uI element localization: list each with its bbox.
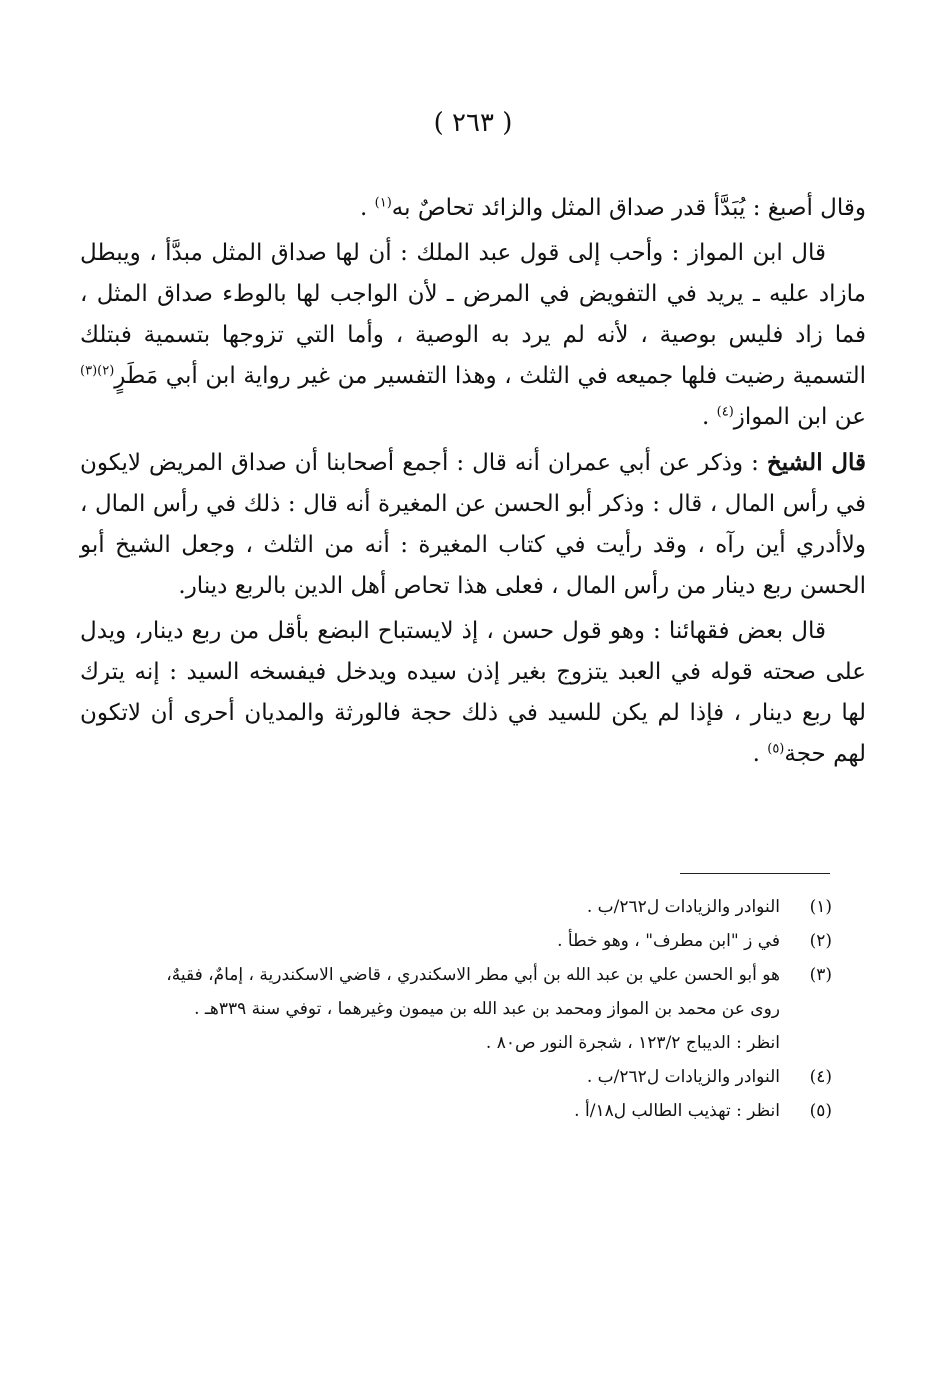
footnote-line: النوادر والزيادات ل٢٦٢/ب . [586,1067,780,1087]
footnote-number: (١) [809,897,832,917]
footnote-ref: (٥) [767,741,785,757]
paragraph-text: : وذكر عن أبي عمران أنه قال : أجمع أصحابنا أن صداق المريض لايكون في رأس المال ، قال : وذكر أبو الحسن عن المغيرة أنه قال : ذلك في رأس المال ، ولاأدري أين رآه ، وقد رأيت في كتاب المغيرة : أنه من الثلث ، وجعل الشيخ أبو الحسن ربع دينار من رأس المال ، فعلى هذا تحاص أهل الدين بالربع دينار. [80,450,866,599]
paragraph-ibn-al-mawwaz [80,233,866,438]
footnote-ref: (٣) [80,363,98,379]
paragraph-text: وقال أصبغ : يُبَدَّأ قدر صداق المثل والزائد تحاصٌ به [391,195,866,221]
footnote-number: (٢) [809,931,832,951]
page-number: ( ٢٦٣ ) [433,108,513,138]
main-text [80,188,866,779]
paragraph-shaykh [80,442,866,607]
footnote-number: (٣) [809,965,832,985]
paragraph-tail: . [360,195,375,221]
footnote-5 [100,1094,832,1128]
footnote-1 [100,890,832,924]
footnote-line: انظر : الديباج ١٢٣/٢ ، شجرة النور ص٨٠ . [485,1033,780,1053]
footnote-2 [100,924,832,958]
footnote-3 [100,958,832,1060]
footnote-line: انظر : تهذيب الطالب ل١٨/أ . [574,1101,780,1121]
footnote-divider [680,873,830,874]
footnote-ref: (٢) [97,363,115,379]
paragraph-faqih [80,611,866,775]
footnote-number: (٤) [809,1067,832,1087]
footnotes [100,890,832,1128]
paragraph-tail: . [702,404,717,430]
footnote-body [100,1060,780,1094]
footnote-body [100,958,780,1060]
footnote-body [100,924,780,958]
footnote-body [100,1094,780,1128]
paragraph-text: قال ابن المواز : وأحب إلى قول عبد الملك : أن لها صداق المثل مبدَّأ ، ويبطل مازاد عليه ـ يريد في التفويض في المرض ـ لأن الواجب لها بالوطء صداق المثل ، فما زاد فليس بوصية ، لأنه لم يرد به الوصية ، وأما التي تزوجها بتسمية فبتلك التسمية رضيت فلها جميعه في الثلث ، وهذا التفسير من غير رواية ابن أبي مَطَرٍ [80,240,866,389]
footnote-ref: (١) [374,195,392,211]
footnote-body [100,890,780,924]
footnote-ref: (٤) [716,404,734,420]
footnote-number: (٥) [809,1101,832,1121]
paragraph-tail: . [752,741,768,767]
paragraph-text: عن ابن المواز [733,404,866,430]
footnote-4 [100,1060,832,1094]
footnote-line: هو أبو الحسن علي بن عبد الله بن أبي مطر الاسكندري ، قاضي الاسكندرية ، إمامٌ، فقيهٌ، [166,965,780,985]
paragraph-lead: قال الشيخ [766,449,866,476]
footnote-line: النوادر والزيادات ل٢٦٢/ب . [586,897,780,917]
paragraph-text: قال بعض فقهائنا : وهو قول حسن ، إذ لايستباح البضع بأقل من ربع دينار، ويدل على صحته قوله في العبد يتزوج بغير إذن سيده ويدخل فيفسخه السيد : إنه يترك لها ربع دينار ، فإذا لم يكن للسيد في ذلك حجة فالورثة والمديان أحرى أن لاتكون لهم حجة [80,618,866,767]
paragraph-asbagh [80,188,866,229]
footnote-line: في ز "ابن مطرف" ، وهو خطأ . [557,931,780,951]
footnote-line: روى عن محمد بن المواز ومحمد بن عبد الله بن ميمون وغيرهما ، توفي سنة ٣٣٩هـ . [194,999,780,1019]
